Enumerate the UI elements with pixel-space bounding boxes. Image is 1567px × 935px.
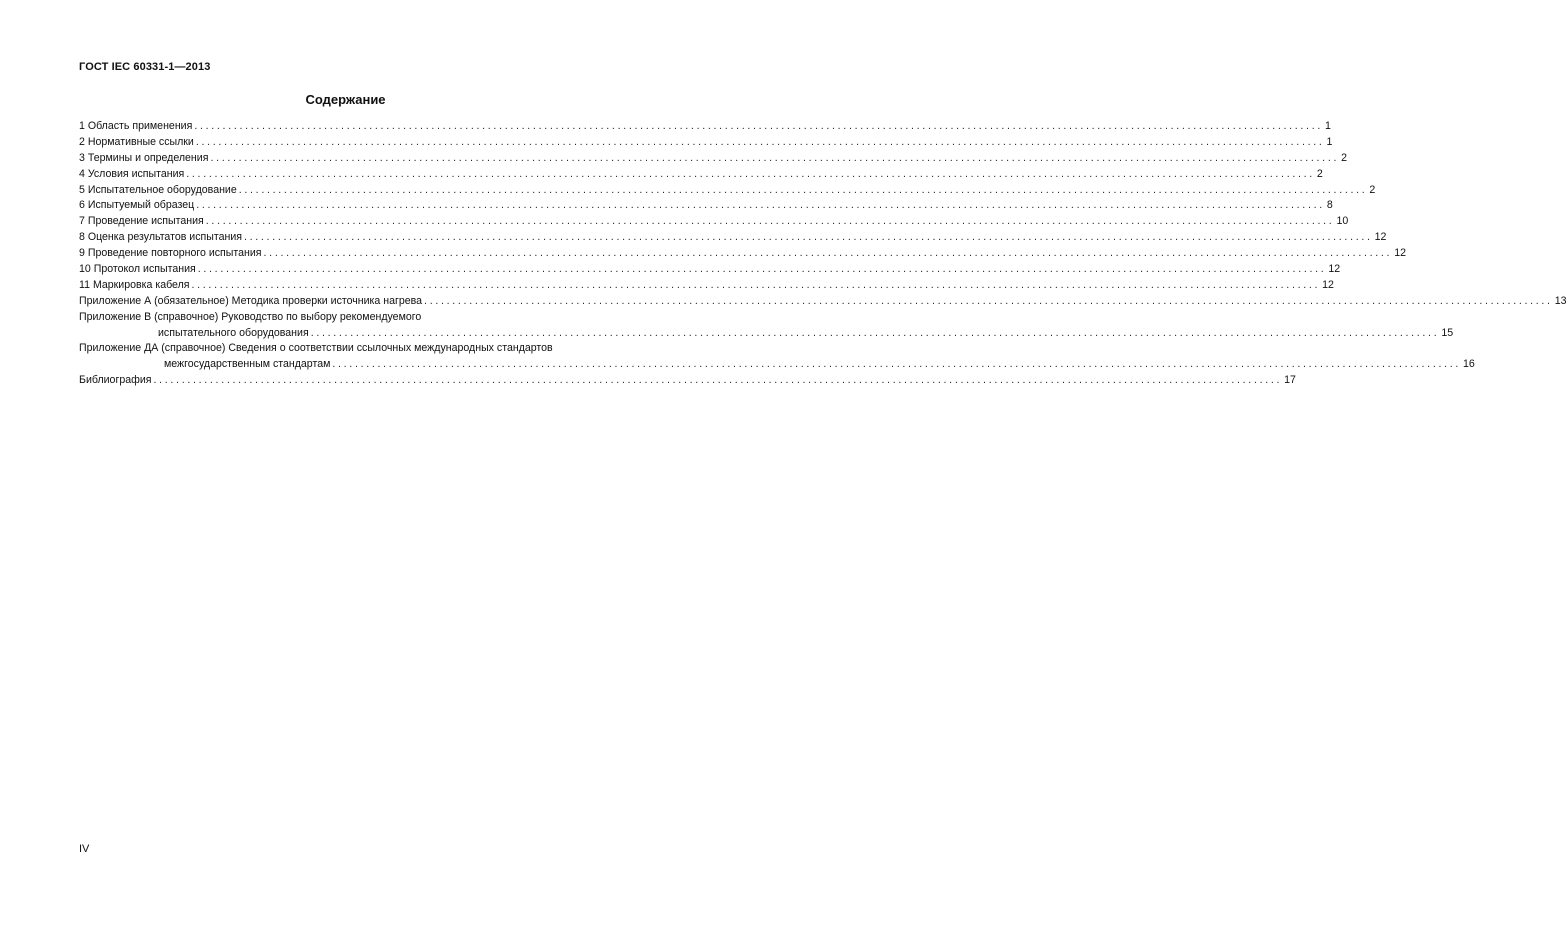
dot-leader: ........................................................................................................................................................................................................: [195, 135, 1325, 148]
dot-leader: ........................................................................................................................................................................................................: [153, 374, 1283, 387]
dot-leader: ........................................................................................................................................................................................................: [197, 263, 1327, 276]
table-of-contents: [79, 119, 1567, 389]
toc-entry-label: 11 Маркировка кабеля: [79, 278, 190, 291]
toc-entry[interactable]: [79, 230, 1387, 246]
toc-entry-label: 7 Проведение испытания: [79, 215, 204, 228]
toc-entry[interactable]: [79, 246, 1406, 262]
dot-leader: ........................................................................................................................................................................................................: [332, 358, 1462, 371]
toc-entry-page: 16: [1463, 358, 1475, 371]
toc-entry-label: 8 Оценка результатов испытания: [79, 231, 242, 244]
dot-leader: ........................................................................................................................................................................................................: [194, 120, 1323, 132]
toc-entry-label: Приложение А (обязательное) Методика проверки источника нагрева: [79, 294, 423, 307]
toc-entry-label: 6 Испытуемый образец: [79, 199, 195, 212]
toc-entry-page: 12: [1328, 263, 1341, 276]
dot-leader: ........................................................................................................................................................................................................: [310, 326, 1440, 339]
toc-entry-appendix-a[interactable]: [79, 294, 1567, 310]
dot-leader: ........................................................................................................................................................................................................: [243, 231, 1373, 244]
page-number: IV: [79, 843, 90, 855]
toc-entry-label: 2 Нормативные ссылки: [79, 135, 194, 148]
toc-entry[interactable]: [79, 151, 1348, 167]
toc-entry-label: 10 Протокол испытания: [79, 263, 196, 276]
toc-entry-title: Приложение В (справочное) Руководство по выбору рекомендуемого: [79, 310, 422, 323]
toc-entry-page: 2: [1369, 183, 1376, 196]
toc-entry-page: 12: [1322, 278, 1334, 291]
toc-entry-label: Библиография: [79, 374, 152, 387]
toc-entry-page: 1: [1324, 120, 1331, 132]
toc-entry-page: 17: [1284, 374, 1296, 387]
toc-entry[interactable]: [79, 214, 1349, 230]
toc-entry-page: 1: [1326, 135, 1333, 148]
toc-entry[interactable]: [79, 135, 1333, 151]
toc-entry-label: 9 Проведение повторного испытания: [79, 247, 262, 260]
toc-entry-page: 13: [1554, 294, 1567, 307]
toc-entry[interactable]: [79, 183, 1376, 199]
page-title: Содержание: [305, 92, 386, 107]
toc-entry-title: Приложение ДА (справочное) Сведения о соответствии ссылочных международных стандартов: [79, 342, 553, 355]
toc-entry[interactable]: [79, 262, 1341, 278]
toc-entry-label: испытательного оборудования: [158, 326, 309, 339]
toc-entry-page: 15: [1441, 326, 1454, 339]
dot-leader: ........................................................................................................................................................................................................: [238, 183, 1368, 196]
dot-leader: ........................................................................................................................................................................................................: [424, 294, 1553, 307]
toc-entry-page: 12: [1374, 231, 1387, 244]
toc-entry-label: 1 Область применения: [79, 120, 193, 132]
toc-entry[interactable]: [79, 198, 1333, 214]
dot-leader: ........................................................................................................................................................................................................: [191, 278, 1321, 291]
toc-entry-label: межгосударственным стандартам: [164, 358, 331, 371]
toc-entry-label: 3 Термины и определения: [79, 151, 209, 164]
toc-entry-appendix-b[interactable]: [79, 310, 1454, 342]
toc-entry-bibliography[interactable]: [79, 373, 1296, 389]
toc-entry[interactable]: [79, 278, 1334, 294]
toc-entry-page: 2: [1341, 151, 1348, 164]
toc-entry[interactable]: [79, 119, 1331, 135]
dot-leader: ........................................................................................................................................................................................................: [205, 215, 1335, 228]
toc-entry[interactable]: [79, 167, 1323, 183]
toc-entry-page: 12: [1394, 247, 1406, 260]
document-code: ГОСТ IEC 60331-1—2013: [79, 61, 211, 73]
toc-entry-label: 5 Испытательное оборудование: [79, 183, 237, 196]
dot-leader: ........................................................................................................................................................................................................: [186, 167, 1315, 180]
toc-entry-label: 4 Условия испытания: [79, 167, 185, 180]
dot-leader: ........................................................................................................................................................................................................: [196, 199, 1325, 212]
toc-entry-page: 2: [1316, 167, 1323, 180]
toc-entry-page: 8: [1326, 199, 1333, 212]
dot-leader: ........................................................................................................................................................................................................: [263, 247, 1393, 260]
dot-leader: ........................................................................................................................................................................................................: [210, 151, 1340, 164]
toc-entry-appendix-da[interactable]: [79, 341, 1475, 373]
toc-entry-page: 10: [1336, 215, 1349, 228]
